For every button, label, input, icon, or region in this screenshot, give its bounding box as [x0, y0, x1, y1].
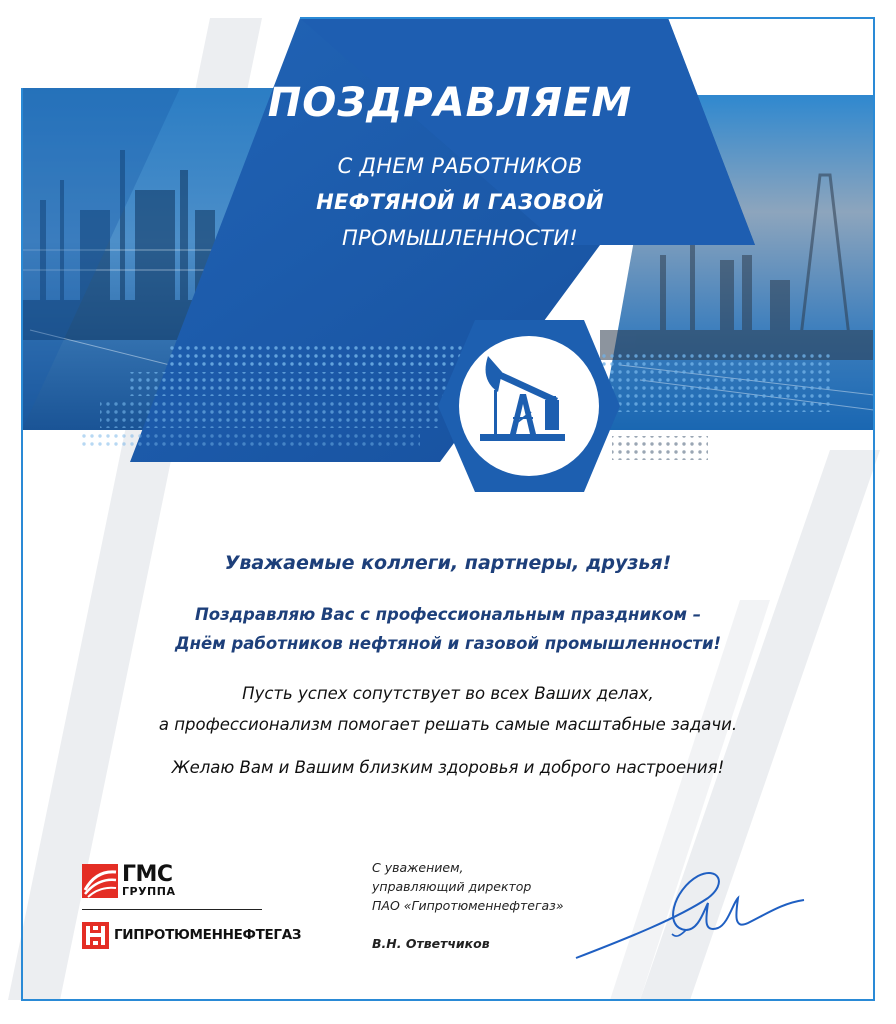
gtng-mark-icon — [82, 922, 109, 949]
wish-line3: Желаю Вам и Вашим близким здоровья и доброго настроения! — [171, 758, 725, 777]
hero-title: ПОЗДРАВЛЯЕМ — [267, 80, 633, 126]
congratulation-line1: Поздравляю Вас с профессиональным праздником – — [194, 605, 702, 624]
regards-text: С уважением, — [372, 860, 464, 875]
hero-subtitle-line1: С ДНЕМ РАБОТНИКОВ — [337, 154, 583, 178]
gms-logo-subtext: ГРУППА — [122, 885, 176, 898]
logo-divider — [82, 909, 262, 910]
wish-line2: а профессионализм помогает решать самые масштабные задачи. — [158, 715, 738, 734]
greeting-line: Уважаемые коллеги, партнеры, друзья! — [224, 552, 672, 574]
signer-position: управляющий директор — [372, 879, 532, 894]
gms-logo-text: ГМС — [122, 862, 173, 887]
wish-text — [40, 678, 856, 740]
hero-subtitle-line2: НЕФТЯНОЙ И ГАЗОВОЙ — [316, 190, 604, 214]
giprotyumenneftegaz-logo — [82, 922, 302, 950]
signer-name: В.Н. Ответчиков — [372, 936, 490, 951]
gms-group-logo — [82, 862, 262, 902]
wish-line1: Пусть успех сопутствует во всех Ваших делах, — [242, 684, 654, 703]
congratulation-text — [40, 600, 856, 658]
congratulation-line2: Днём работников нефтяной и газовой промышленности! — [174, 634, 722, 653]
gms-swoosh-icon — [82, 864, 118, 898]
hero-subtitle-line3: ПРОМЫШЛЕННОСТИ! — [341, 226, 579, 250]
handwritten-signature — [568, 858, 808, 968]
gtng-logo-text: ГИПРОТЮМЕННЕФТЕГАЗ — [114, 927, 302, 943]
signer-company: ПАО «Гипротюменнефтегаз» — [372, 898, 564, 913]
